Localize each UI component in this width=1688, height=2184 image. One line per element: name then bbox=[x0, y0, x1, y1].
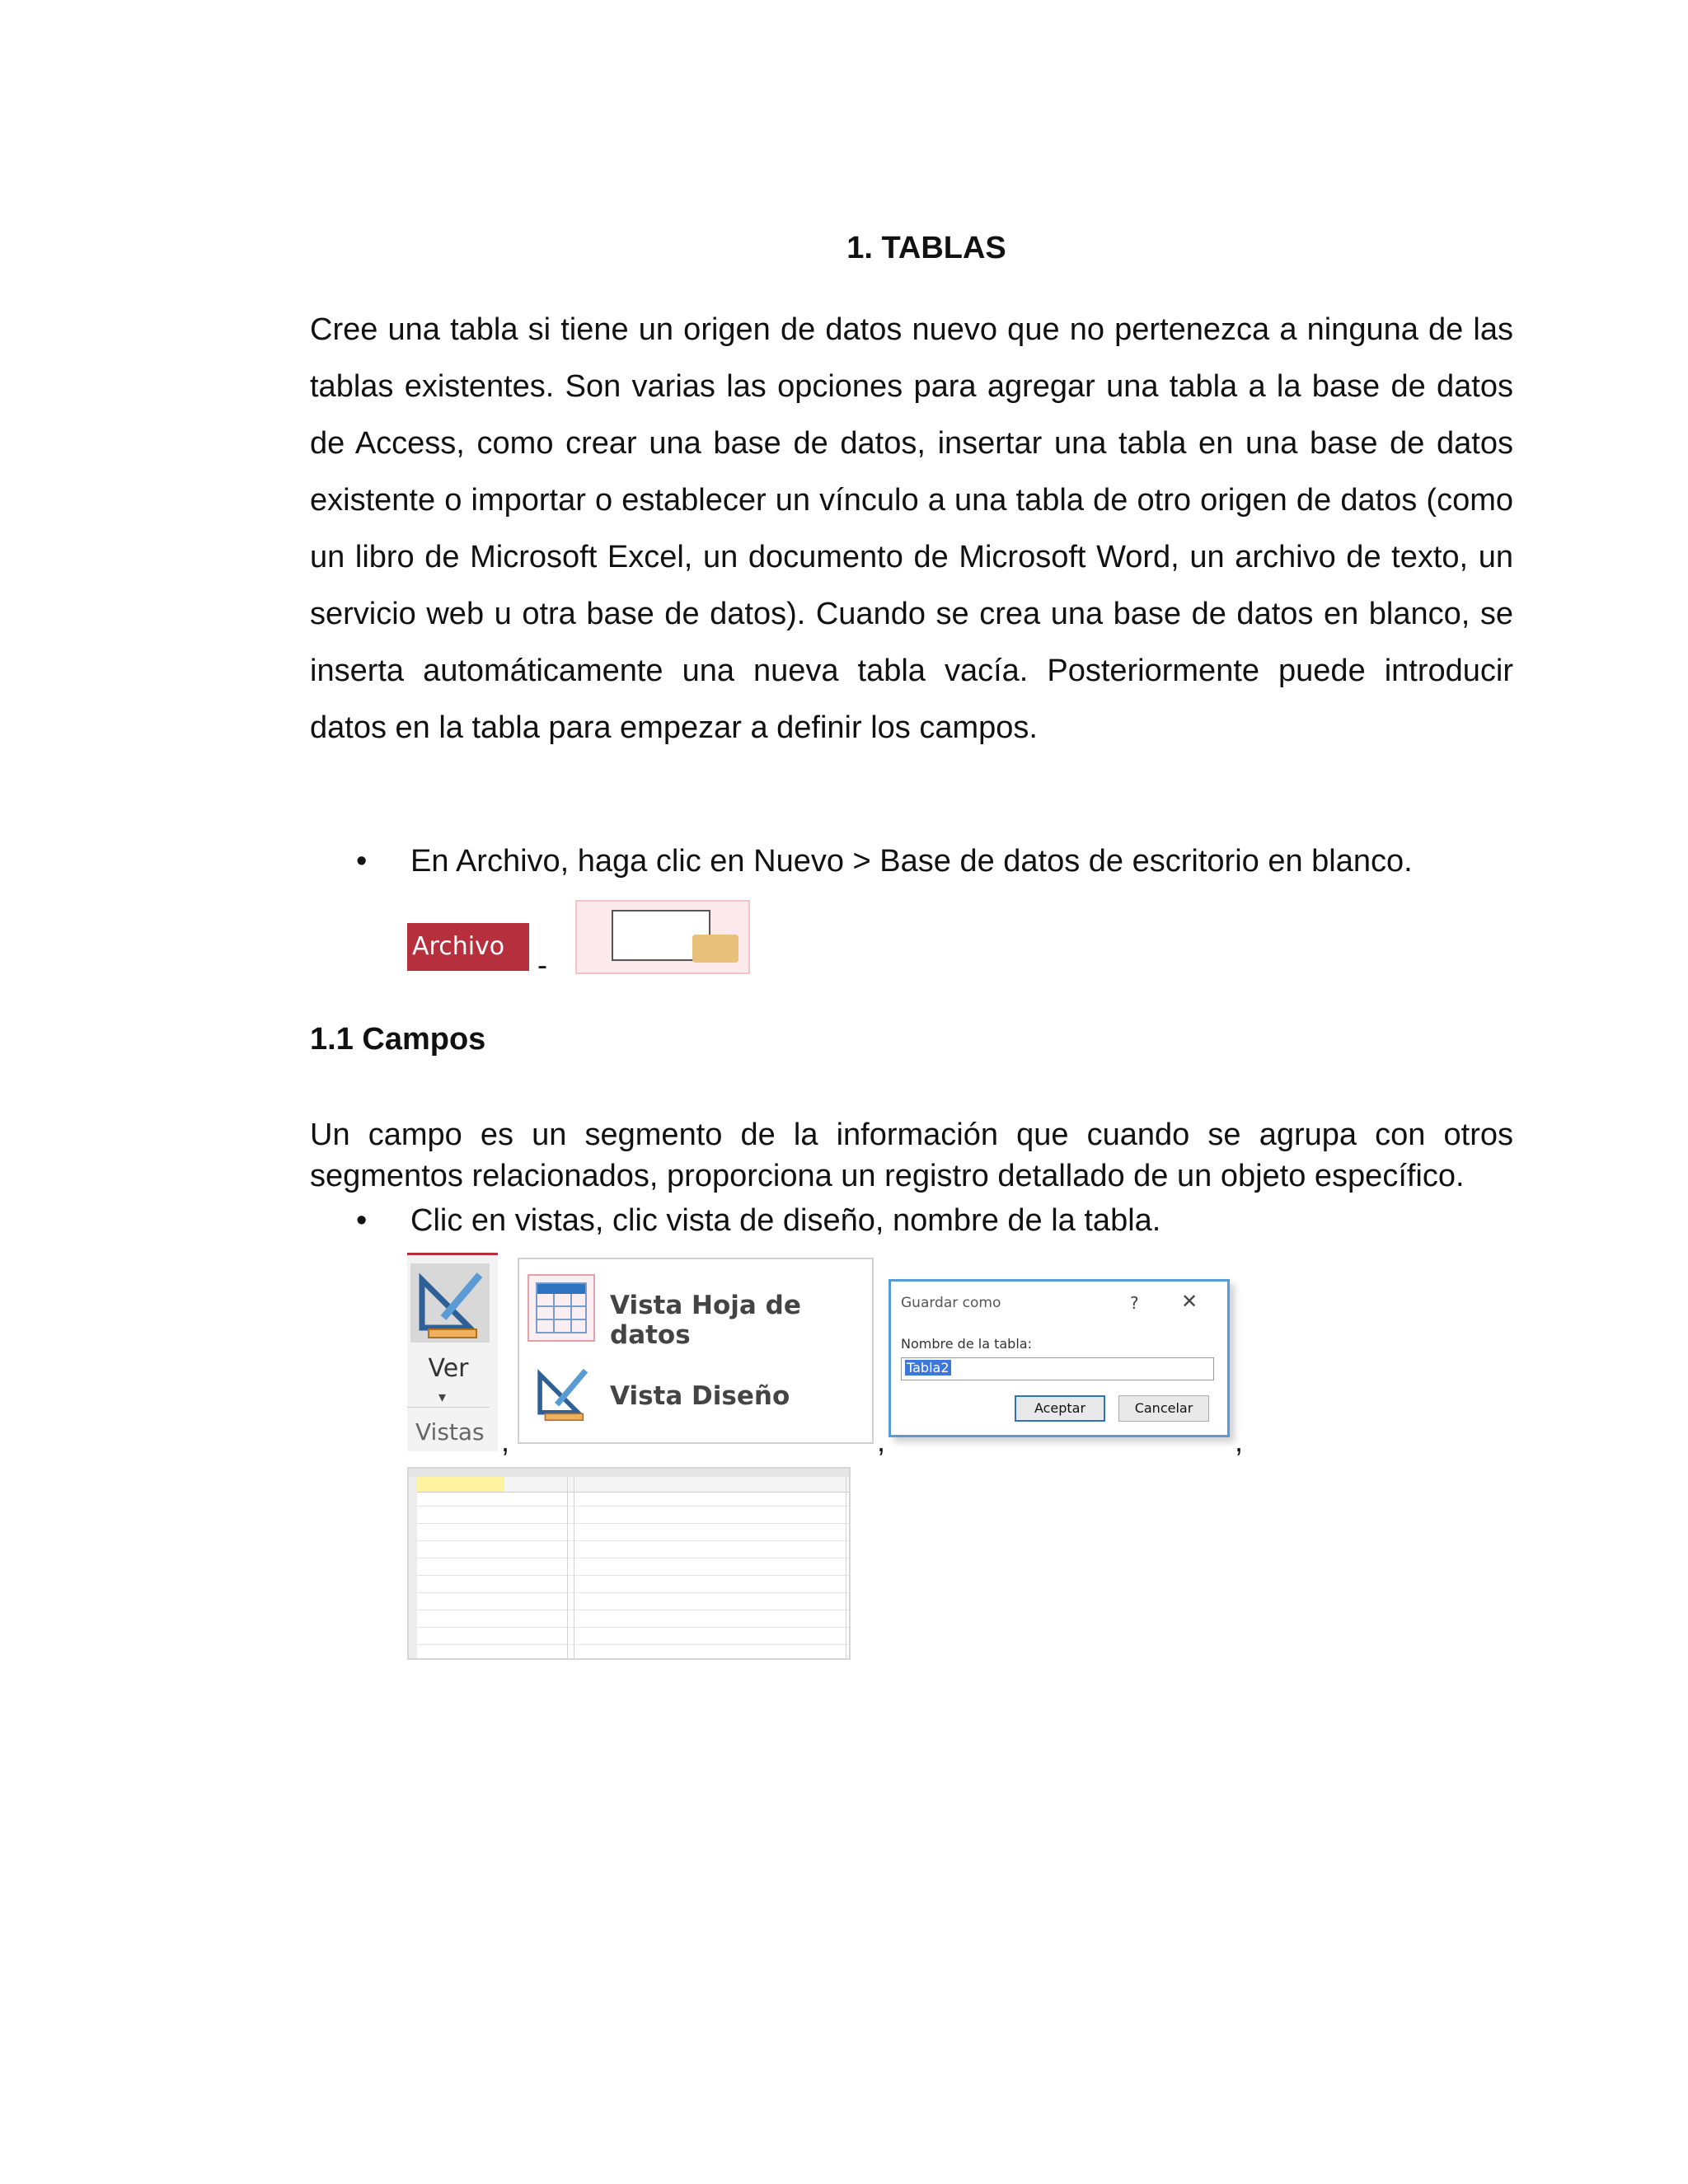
design-view-icon bbox=[410, 1263, 490, 1343]
table-name-value: Tabla2 bbox=[907, 1360, 950, 1376]
subsection-title: 1.1 Campos bbox=[310, 1022, 486, 1057]
close-icon: ✕ bbox=[1181, 1290, 1198, 1313]
bullet-text: Clic en vistas, clic vista de diseño, nombre de la tabla. bbox=[410, 1203, 1161, 1238]
datasheet-icon bbox=[528, 1274, 595, 1342]
intro-paragraph: Cree una tabla si tiene un origen de datos nuevo que no pertenezca a ninguna de las tablas existentes. Son varias las opciones para agregar una tabla a la base de datos de Access, como crear una base de datos, insertar una tabla en una base de datos existente o importar o establecer un vínculo a una tabla de otro origen de datos (como un libro de Microsoft Excel, un documento de Microsoft Word, un archivo de texto, un servicio web u otra base de datos). Cuando se crea una base de datos en blanco, se inserta automáticamente una nueva tabla vacía. Posteriormente puede introducir datos en la tabla para empezar a definir los campos. bbox=[310, 312, 1513, 745]
archivo-button: Archivo bbox=[407, 923, 529, 971]
campos-paragraph: Un campo es un segmento de la información que cuando se agrupa con otros segmentos relacionados, proporciona un registro detallado de un objeto específico. bbox=[310, 1118, 1513, 1193]
comma-separator: , bbox=[877, 1424, 886, 1458]
ver-ribbon-screenshot bbox=[407, 1253, 498, 1451]
bullet-item-archivo bbox=[356, 841, 1413, 882]
selected-field-cell bbox=[417, 1477, 504, 1492]
section-title: 1. TABLAS bbox=[846, 231, 1006, 265]
comma-separator: , bbox=[1235, 1424, 1244, 1458]
cancel-button: Cancelar bbox=[1118, 1395, 1209, 1422]
table-name-field bbox=[901, 1357, 1214, 1380]
table-name-label: Nombre de la tabla: bbox=[901, 1336, 1032, 1352]
vistas-group-label: Vistas bbox=[415, 1418, 485, 1446]
comma-separator: , bbox=[501, 1424, 510, 1458]
views-menu-screenshot bbox=[518, 1258, 874, 1444]
dialog-title: Guardar como bbox=[901, 1295, 1001, 1311]
table-design-grid-screenshot bbox=[407, 1467, 851, 1660]
blank-database-thumbnail bbox=[575, 900, 750, 974]
accept-button: Aceptar bbox=[1015, 1395, 1105, 1422]
ribbon-divider bbox=[407, 1407, 490, 1408]
bullet-text: En Archivo, haga clic en Nuevo > Base de datos de escritorio en blanco. bbox=[410, 844, 1413, 879]
save-as-dialog-screenshot bbox=[889, 1279, 1230, 1437]
design-view-item: Vista Diseño bbox=[610, 1381, 790, 1411]
datasheet-view-item: Vista Hoja de datos bbox=[610, 1291, 801, 1350]
bullet-symbol: • bbox=[356, 1203, 368, 1238]
bullet-item-vistas bbox=[356, 1200, 1160, 1241]
dash-separator: - bbox=[537, 948, 547, 982]
chevron-down-icon: ▾ bbox=[438, 1389, 447, 1405]
bullet-symbol: • bbox=[356, 844, 368, 879]
folder-icon bbox=[692, 935, 738, 963]
ver-label: Ver bbox=[428, 1354, 469, 1383]
design-view-icon bbox=[531, 1361, 593, 1424]
help-icon: ? bbox=[1130, 1293, 1139, 1313]
